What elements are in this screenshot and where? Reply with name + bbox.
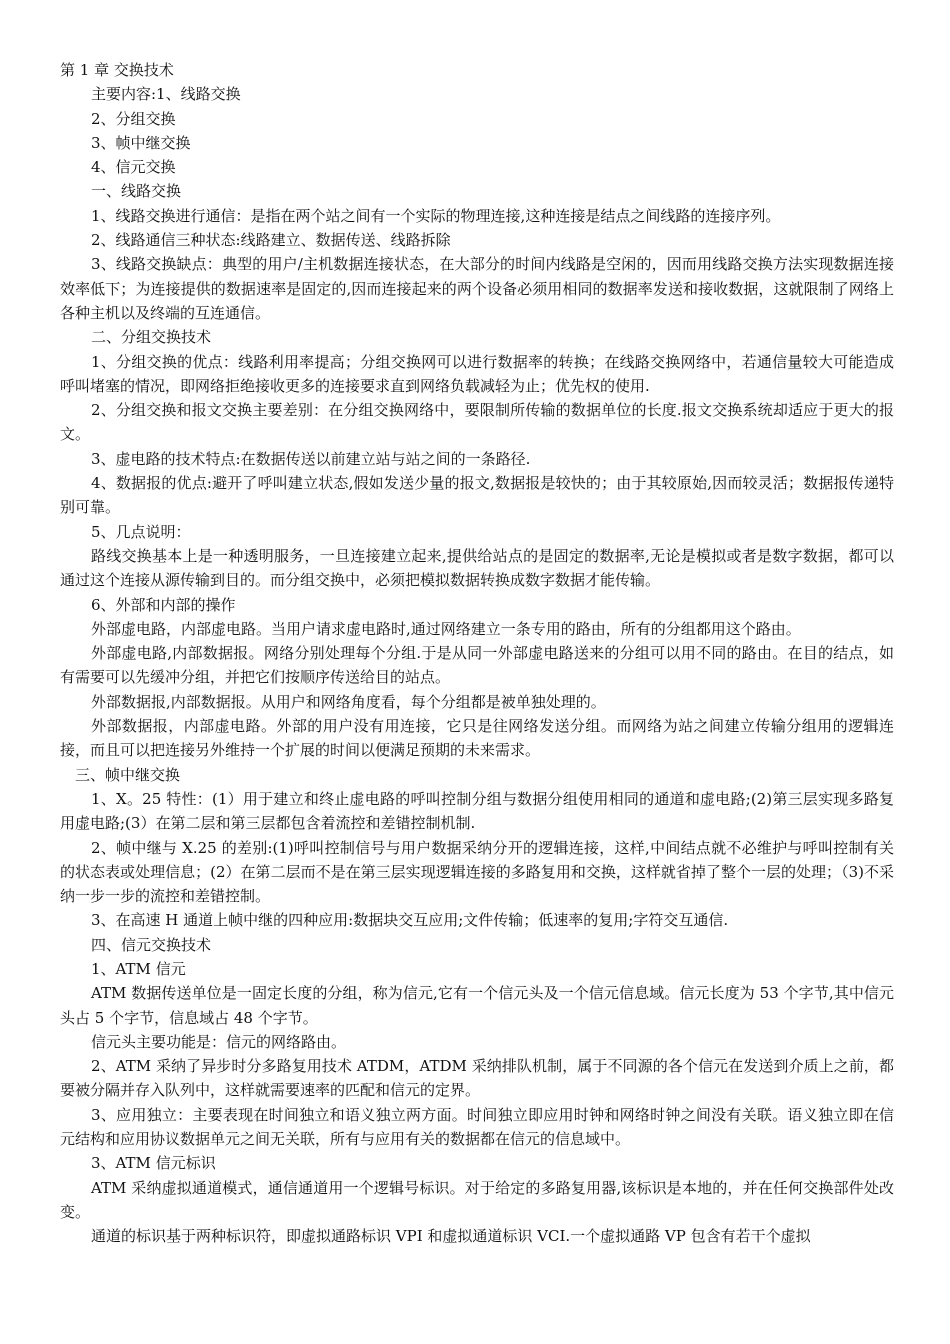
paragraph: 2、ATM 采纳了异步时分多路复用技术 ATDM，ATDM 采纳排队机制，属于不同源的各个信元在发送到介质上之前，都要被分隔并存入队列中，这样就需要速率的匹配和信元的定界。 [60, 1057, 894, 1100]
paragraph: 3、线路交换缺点：典型的用户/主机数据连接状态，在大部分的时间内线路是空闲的，因而用线路交换方法实现数据连接效率低下；为连接提供的数据速率是固定的,因而连接起来的两个设备必须用相同的数据率发送和接收数据，这就限制了网络上各种主机以及终端的互连通信。 [60, 255, 894, 322]
paragraph: 2、线路通信三种状态:线路建立、数据传送、线路拆除 [91, 231, 451, 250]
document-page [60, 58, 894, 1249]
paragraph: 3、帧中继交换 [91, 133, 191, 152]
paragraph: 信元头主要功能是：信元的网络路由。 [91, 1032, 347, 1051]
paragraph: 4、信元交换 [91, 158, 176, 177]
paragraph: 4、数据报的优点:避开了呼叫建立状态,假如发送少量的报文,数据报是较快的；由于其较原始,因而较灵活；数据报传递特别可靠。 [60, 474, 894, 517]
paragraph: 5、几点说明： [91, 522, 191, 541]
paragraph: 2、分组交换和报文交换主要差别：在分组交换网络中，要限制所传输的数据单位的长度.报文交换系统却适应于更大的报文。 [60, 401, 894, 444]
paragraph: ATM 数据传送单位是一固定长度的分组，称为信元,它有一个信元头及一个信元信息域。信元长度为 53 个字节,其中信元头占 5 个字节，信息域占 48 个字节。 [60, 984, 894, 1027]
paragraph: 3、虚电路的技术特点:在数据传送以前建立站与站之间的一条路径. [91, 449, 531, 468]
paragraph: 外部数据报,内部数据报。从用户和网络角度看，每个分组都是被单独处理的。 [91, 692, 606, 711]
section-heading: 三、帧中继交换 [75, 765, 181, 784]
chapter-title: 第 1 章 交换技术 [60, 61, 174, 79]
paragraph: 2、分组交换 [91, 109, 176, 128]
paragraph: 3、在高速 H 通道上帧中继的四种应用:数据块交互应用;文件传输；低速率的复用;字符交互通信. [91, 911, 729, 930]
paragraph: 主要内容:1、线路交换 [91, 85, 241, 104]
paragraph: 外部虚电路,内部数据报。网络分别处理每个分组.于是从同一外部虚电路送来的分组可以用不同的路由。在目的结点，如有需要可以先缓冲分组，并把它们按顺序传送给目的站点。 [60, 644, 894, 687]
section-heading: 四、信元交换技术 [91, 935, 212, 954]
section-heading: 一、线路交换 [91, 182, 182, 201]
paragraph: 1、线路交换进行通信：是指在两个站之间有一个实际的物理连接,这种连接是结点之间线路的连接序列。 [91, 206, 781, 225]
paragraph: 1、ATM 信元 [91, 959, 186, 978]
paragraph: 通道的标识基于两种标识符，即虚拟通路标识 VPI 和虚拟通道标识 VCI.一个虚拟通路 VP 包含有若干个虚拟 [91, 1227, 811, 1246]
paragraph: ATM 采纳虚拟通道模式，通信通道用一个逻辑号标识。对于给定的多路复用器,该标识是本地的，并在任何交换部件处改变。 [60, 1178, 894, 1221]
paragraph: 外部数据报，内部虚电路。外部的用户没有用连接，它只是往网络发送分组。而网络为站之间建立传输分组用的逻辑连接，而且可以把连接另外维持一个扩展的时间以便满足预期的未来需求。 [60, 717, 894, 760]
paragraph: 3、应用独立：主要表现在时间独立和语义独立两方面。时间独立即应用时钟和网络时钟之间没有关联。语义独立即在信元结构和应用协议数据单元之间无关联，所有与应用有关的数据都在信元的信息域中。 [60, 1105, 894, 1149]
paragraph: 路线交换基本上是一种透明服务，一旦连接建立起来,提供给站点的是固定的数据率,无论是模拟或者是数字数据，都可以通过这个连接从源传输到目的。而分组交换中，必须把模拟数据转换成数字数据才能传输。 [60, 546, 894, 590]
paragraph: 1、X。25 特性：(1）用于建立和终止虚电路的呼叫控制分组与数据分组使用相同的通道和虚电路;(2)第三层实现多路复用虚电路;(3）在第二层和第三层都包含着流控和差错控制机制. [60, 789, 894, 833]
paragraph: 外部虚电路，内部虚电路。当用户请求虚电路时,通过网络建立一条专用的路由，所有的分组都用这个路由。 [91, 619, 801, 638]
paragraph: 1、分组交换的优点：线路利用率提高；分组交换网可以进行数据率的转换；在线路交换网络中，若通信量较大可能造成呼叫堵塞的情况，即网络拒绝接收更多的连接要求直到网络负载减轻为止；优先权的使用. [60, 352, 894, 395]
paragraph: 3、ATM 信元标识 [91, 1154, 216, 1173]
section-heading: 二、分组交换技术 [91, 328, 212, 347]
paragraph: 6、外部和内部的操作 [91, 595, 236, 614]
paragraph: 2、帧中继与 X.25 的差别:(1)呼叫控制信号与用户数据采纳分开的逻辑连接，这样,中间结点就不必维护与呼叫控制有关的状态表或处理信息；(2）在第二层而不是在第三层实现逻辑连接的多路复用和交换，这样就省掉了整个一层的处理；（3)不采纳一步一步的流控和差错控制。 [60, 838, 894, 906]
